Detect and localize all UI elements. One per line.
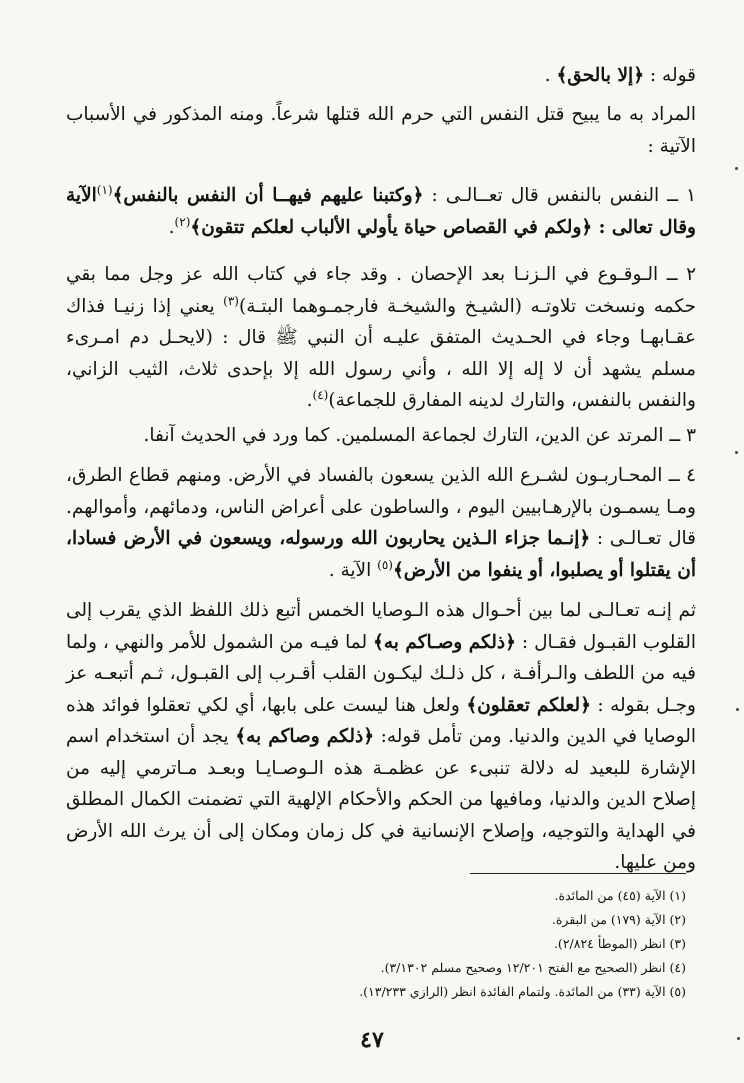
footnote-ref: (٥) <box>377 557 393 572</box>
quran-quote: ﴿وكتبنا عليهم فيهــا أن النفس بالنفس﴾ <box>112 185 424 206</box>
quran-quote: ﴿ذلكم وصاكم به﴾ <box>235 726 375 747</box>
footnote-ref: (٣) <box>223 293 239 308</box>
page-number: ٤٧ <box>360 1027 384 1053</box>
quran-quote: ﴿إلا بالحق﴾ <box>556 65 645 86</box>
footnote-3: (٣) انظر (الموطأ ٢/٨٢٤). <box>553 936 686 951</box>
footnote-2: (٢) الآية (١٧٩) من البقرة. <box>551 912 686 927</box>
list-item-3: ٣ ــ المرتد عن الدين، التارك لجماعة المسلمين. كما ورد في الحديث آنفا. <box>143 425 696 446</box>
quran-quote: ﴿لعلكم تعقلون﴾ <box>466 694 591 716</box>
quran-quote: ﴿ذلكم وصـاكم به﴾ <box>373 631 516 653</box>
quran-quote: ﴿ولكم في القصاص حياة يأولي الألباب لعلكم تتقون﴾ <box>190 216 593 238</box>
paragraph-explanation: المراد به ما يبيح قتل النفس التي حرم الله قتلها شرعاً. ومنه المذكور في الأسباب الآتية : <box>66 104 696 157</box>
footnote-divider <box>470 873 686 874</box>
scan-speck <box>737 1037 740 1040</box>
intro-text: قوله : <box>644 65 696 86</box>
quran-quote: ﴿إنـما جزاء الـذين يحاربون الله ورسوله، ويسعون في الأرض فسادا، أن يقتلوا أو يصلبوا، أو ينفوا من الأرض﴾ <box>66 528 696 581</box>
list-item-1: ١ ــ النفس بالنفس قال تعــالـى : ﴿وكتبنا عليهم فيهــا أن النفس بالنفس﴾$^{(١)}$الآية وقال تعالى : ﴿ولكم في القصاص حياة يأولي الألباب لعلكم تتقون﴾$^{(٢)}$. <box>66 182 696 238</box>
scan-speck <box>735 167 738 170</box>
footnote-ref: (٤) <box>312 387 329 402</box>
scan-speck <box>736 708 739 711</box>
list-item-4: ٤ ــ المحـاربـون لشـرع الله الذين يسعون بالفساد في الأرض. ومنهم قطاع الطرق، ومـا يسمـون بالإرهـابيين اليوم ، والساطون على أعراض الناس، ودمائهم، وأموالهم. قال تعـالـى : ﴿إنـما جزاء الـذين يحاربون الله ورسوله، ويسعون في الأرض فسادا، أن يقتلوا أو يصلبوا، أو ينفوا من الأرض﴾$^{(٥)}$ الآية . <box>66 465 697 581</box>
footnote-4: (٤) انظر (الصحيح مع الفتح ١٢/٢٠١ وصحيح مسلم ٣/١٣٠٢). <box>380 960 686 975</box>
paragraph-conclusion: ثم إنـه تعـالـى لما بين أحـوال هذه الـوصايا الخمس أتبع ذلك اللفظ الذي يقرب إلى القلوب القبـول فقـال : ﴿ذلكم وصـاكم به﴾ لما فيـه من الشمول للأمر والنهي ، ولما فيه من اللطف والـرأفـة ، كل ذلـك ليكـون القلب أقـرب إلى القبـول، ثـم أتبعـه عز وجـل بقوله : ﴿لعلكم تعقلون﴾ ولعل هنا ليست على بابها، أي لكي تعقلوا فوائد هذه الوصايا في الدين والدنيا. ومن تأمل قوله: ﴿ذلكم وصاكم به﴾ يجد أن استخدام اسم الإشارة للبعيد له دلالة تنبىء عن عظمـة هذه الـوصـايـا وبعـد مـاترمي إليه من إصلاح الدين والدنيا، ومافيها من الحكم والأحكام الإلهية التي تضمنت الكمال المطلق في الهداية والتوجيه، وإصلاح الإنسانية في كل زمان ومكان إلى أن يرث الله الأرض ومن عليها. <box>66 600 696 873</box>
footnote-1: (١) الآية (٤٥) من المائدة. <box>554 888 686 903</box>
footnote-ref: (١) <box>96 182 113 197</box>
footnote-5: (٥) الآية (٣٣) من المائدة. ولتمام الفائدة انظر (الرازي ١٣/٢٣٣). <box>359 984 686 999</box>
list-item-2: ٢ ــ الـوقـوع في الـزنـا بعد الإحصان . وقد جاء في كتاب الله عز وجل مما بقي حكمه ونسخت تلاوتـه (الشيـخ والشيخـة فارجمـوهما البتـة)$^{(٣)}$ يعني إذا زنيـا فذاك عقـابهـا وجاء في الحـديث المتفق عليـه أن النبي ﷺ قال : (لايحـل دم امـرىء مسلم يشهد أن لا إله إلا الله ، وأني رسول الله إلا بإحدى ثلاث، الثيب الزاني، والنفس بالنفس، والتارك لدينه المفارق للجماعة)$^{(٤)}$. <box>66 264 697 411</box>
paragraph-quote-intro: قوله : ﴿إلا بالحق﴾ . <box>544 65 696 86</box>
footnote-ref: (٢) <box>174 214 191 229</box>
scan-speck <box>735 451 738 454</box>
